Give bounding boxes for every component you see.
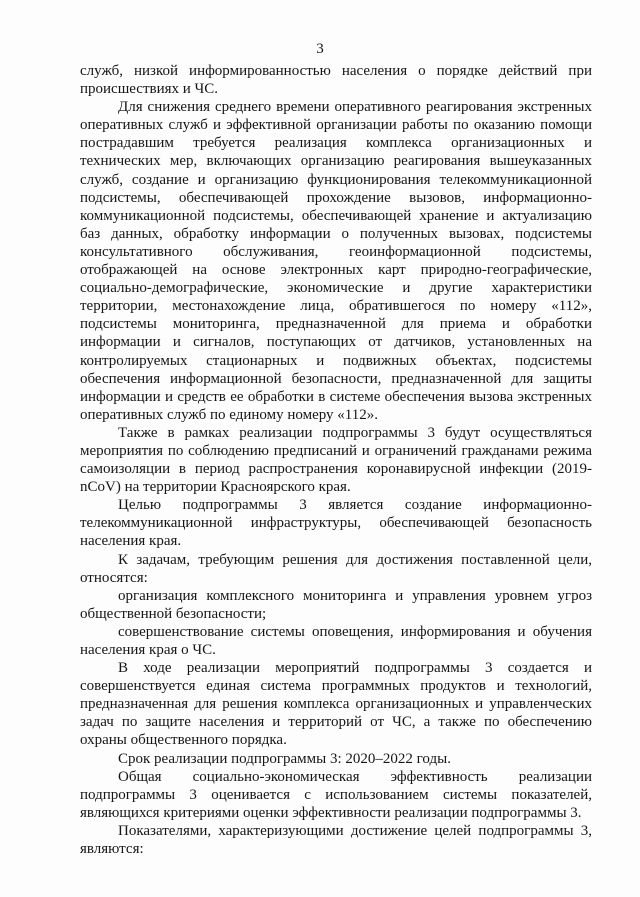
page-number: 3 [316,41,324,57]
paragraph-continuation: служб, низкой информированностью населения о порядке действий при происшествиях и ЧС. [80,63,592,98]
paragraph-self-isolation-measures: Также в рамках реализации подпрограммы 3 будут осуществляться мероприятия по соблюдению предписаний и ограничений гражданами режима самоизоляции в период распространения коронавирусной инфекции (2019-nCoV) на территории Красноярского края. [80,424,592,496]
paragraph-efficiency: Общая социально-экономическая эффективность реализации подпрограммы 3 оценивается с использованием системы показателей, являющихся критериями оценки эффективности реализации подпрограммы 3. [80,768,592,821]
paragraph-tasks-intro: К задачам, требующим решения для достижения поставленной цели, относятся: [80,551,592,586]
paragraph-subprogram-goal: Целью подпрограммы 3 является создание информационно-телекоммуникационной инфраструктуры, обеспечивающей безопасность населения края. [80,497,592,550]
paragraph-implementation-period: Срок реализации подпрограммы 3: 2020–2022 годы. [118,750,451,767]
paragraph-unified-system: В ходе реализации мероприятий подпрограммы 3 создается и совершенствуется единая система программных продуктов и технологий, предназначенная для решения комплекса организационных и управленческих задач по защите населения и территорий от ЧС, а также по обеспечению охраны общественного порядка. [80,660,592,749]
paragraph-emergency-response: Для снижения среднего времени оперативного реагирования экстренных оперативных служб и эффективной организации работы по оказанию помощи пострадавшим требуется реализация комплекса организационных и технических мер, включающих организацию реагирования вышеуказанных служб, создание и организацию функционирования телекоммуникационной подсистемы, обеспечивающей прохождение вызовов, информационно-коммуникационной подсистемы, обеспечивающей хранение и актуализацию баз данных, обработку информации о полученных вызовах, подсистемы консультативного обслуживания, геоинформационной подсистемы, отображающей на основе электронных карт природно-географические, социально-демографические, экономические и другие характеристики территории, местонахождение лица, обратившегося по номеру «112», подсистемы мониторинга, предназначенной для приема и обработки информации и сигналов, поступающих от датчиков, установленных на контролируемых стационарных и подвижных объектах, подсистемы обеспечения информационной безопасности, предназначенной для защиты информации и средств ее обработки в системе обеспечения вызова экстренных оперативных служб по единому номеру «112». [80,99,592,423]
paragraph-task-monitoring: организация комплексного мониторинга и управления уровнем угроз общественной безопасности; [80,587,592,622]
document-body [80,62,592,858]
paragraph-indicators-intro: Показателями, характеризующими достижение целей подпрограммы 3, являются: [80,822,592,858]
paragraph-task-warning-system: совершенствование системы оповещения, информирования и обучения населения края о ЧС. [80,623,592,658]
